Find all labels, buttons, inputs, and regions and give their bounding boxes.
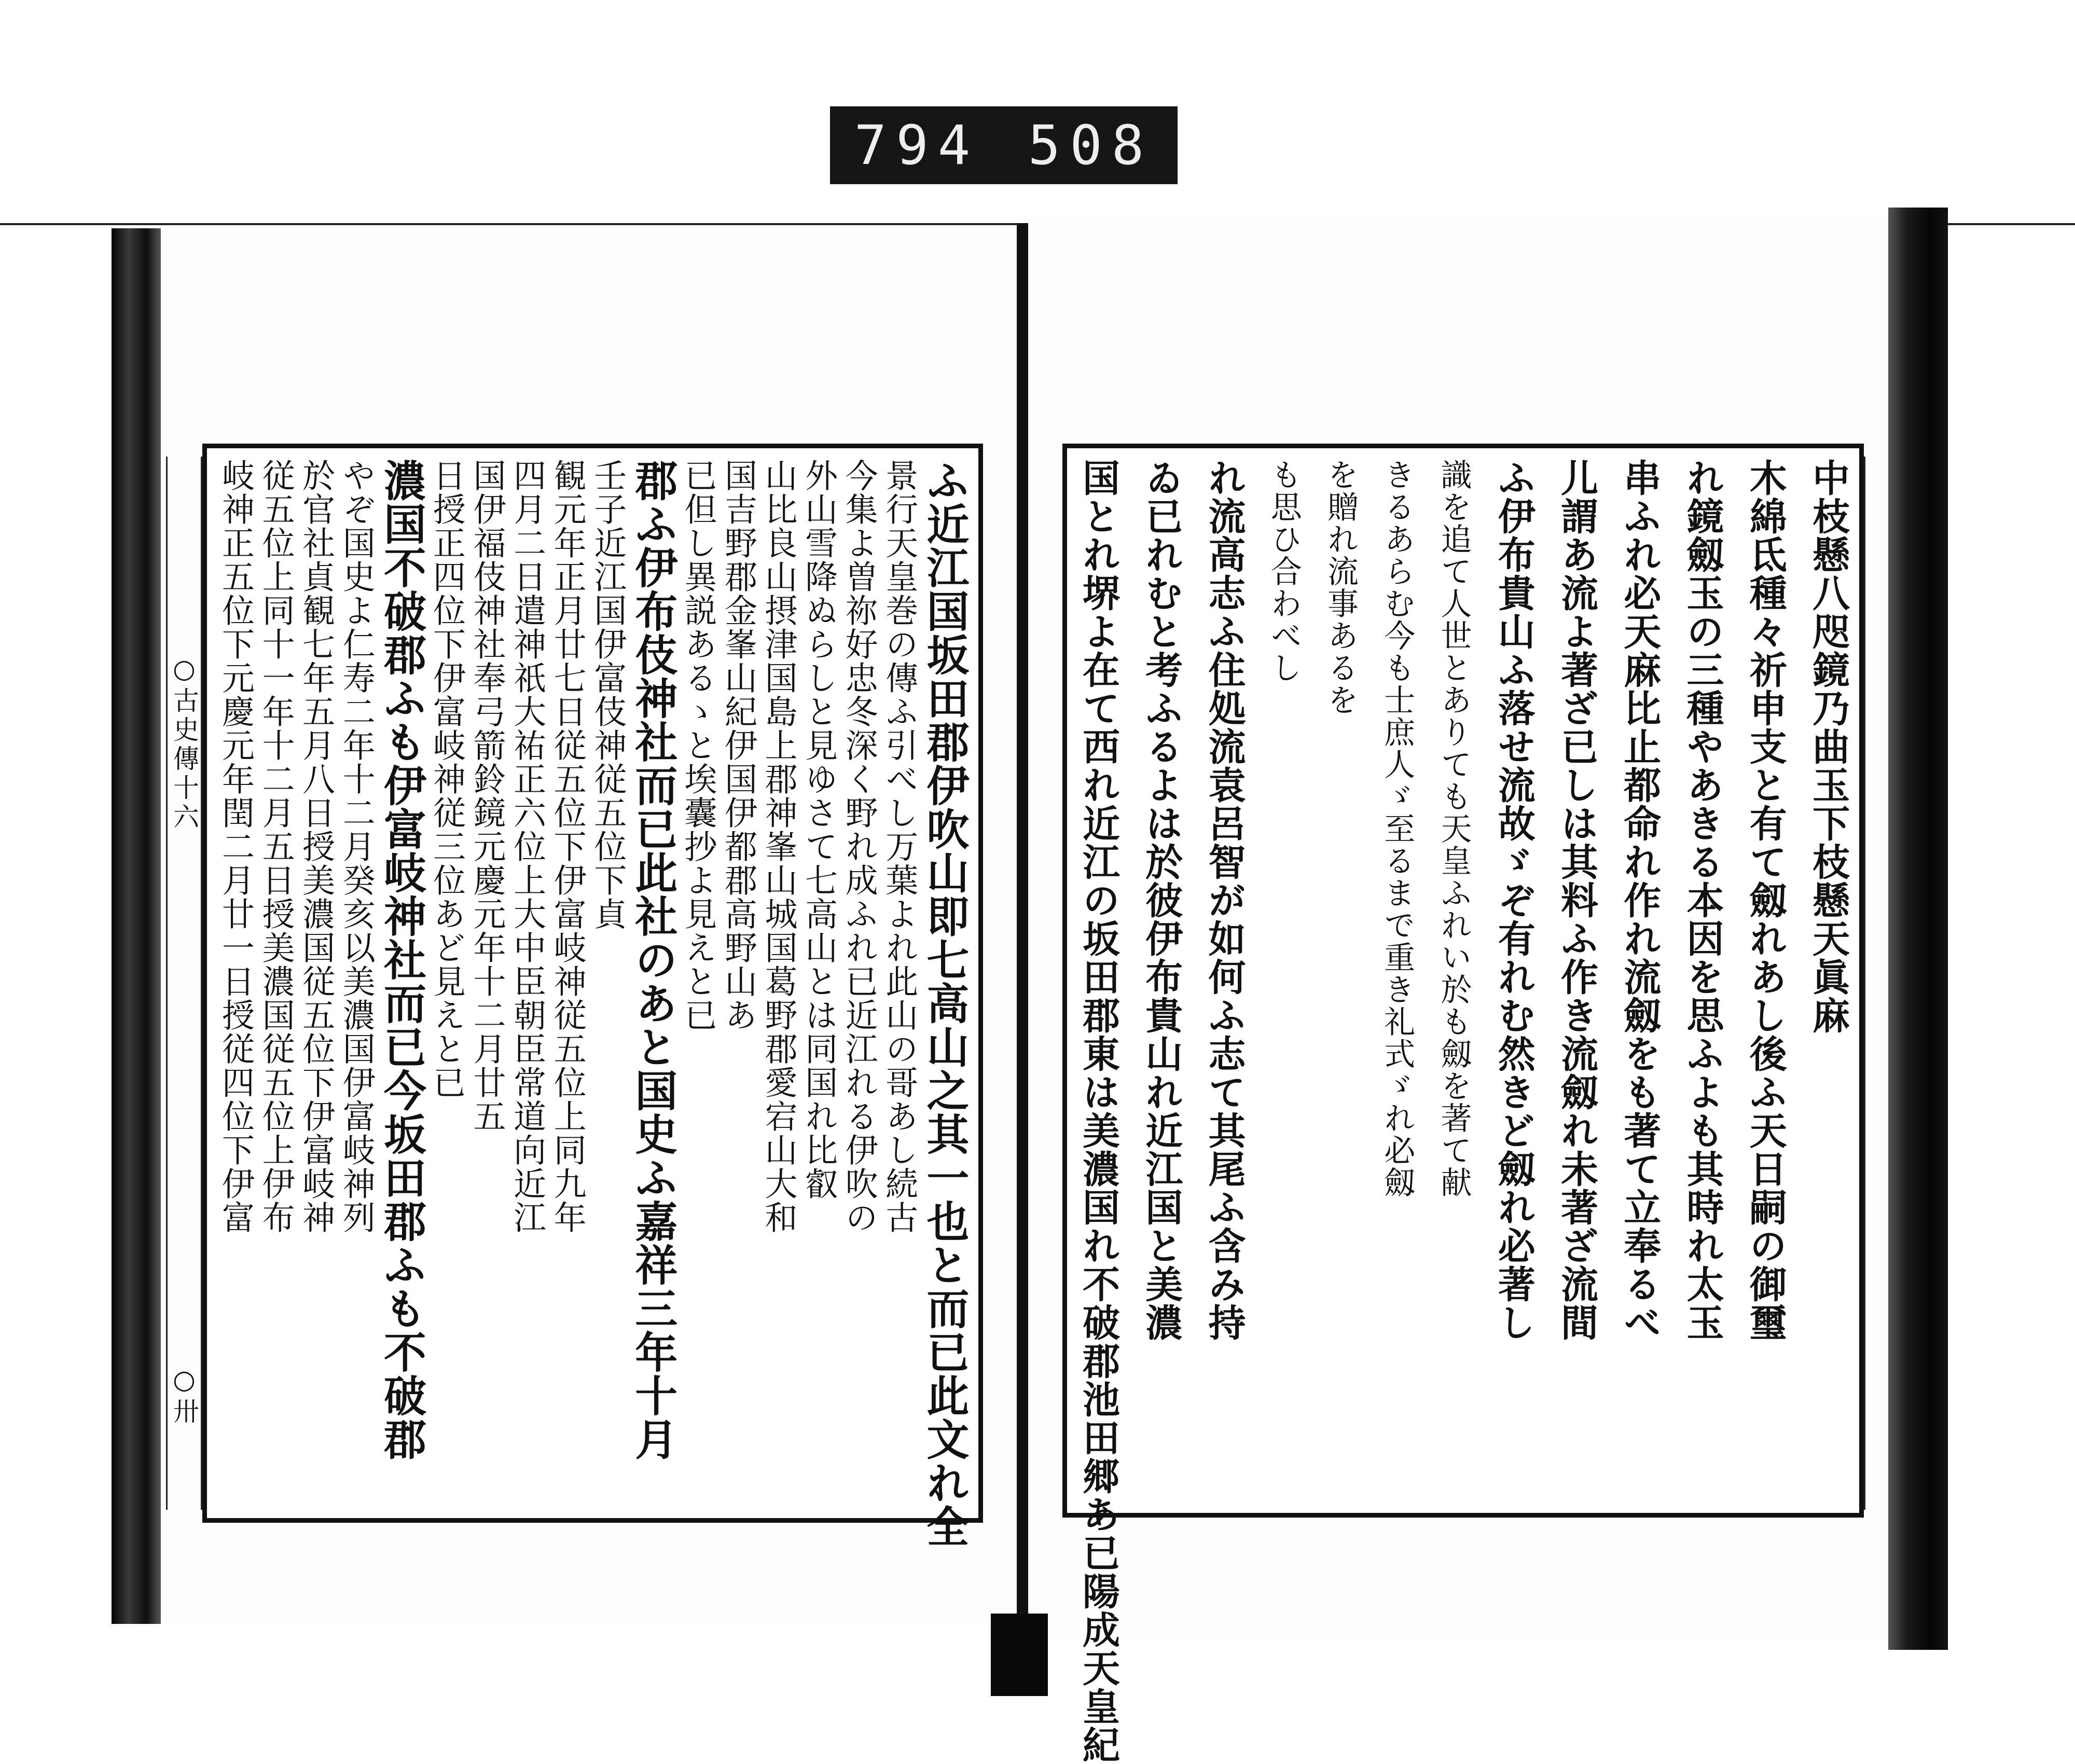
text-column: 儿謂あ流よ著ざ已しは其料ふ作き流劔れ未著ざ流間 — [1555, 459, 1599, 1342]
text-column: 識を追て人世とありても天皇ふれい於も劔を著て献 — [1435, 459, 1472, 1198]
left-text-frame — [202, 444, 983, 1548]
text-column: 今集よ曽祢好忠冬深く野れ成ふれ已近江れる伊吹の — [840, 459, 878, 1234]
text-column: 四月二日遣神祇大祐正六位上大中臣朝臣常道向近江 — [508, 459, 547, 1234]
text-column: ゐ已れむと考ふるよは於彼伊布貴山れ近江国と美濃 — [1139, 459, 1184, 1342]
text-column: 景行天皇巻の傳ふ引べし万葉よれ此山の哥あし続古 — [880, 459, 919, 1234]
text-column: きるあらむ今も士庶人ゞ至るまで重き礼式ゞれ必劔 — [1379, 459, 1416, 1198]
text-column: を贈れ流事あるを — [1322, 459, 1359, 716]
text-column: 中枝懸八咫鏡乃曲玉下枝懸天眞麻 — [1806, 459, 1850, 1035]
text-column: 郡ふ伊布伎神社而已此社のあと国史ふ嘉祥三年十月 — [628, 459, 678, 1461]
text-column: やぞ国史よ仁寿二年十二月癸亥以美濃国伊富岐神列 — [337, 459, 376, 1234]
text-column: 山比良山摂津国島上郡神峯山城国葛野郡愛宕山大和 — [759, 459, 798, 1234]
text-column: 已但し異説あるゝと埃囊抄よ見えと已 — [679, 459, 717, 1032]
left-margin-column — [166, 457, 202, 1510]
left-book-edge — [112, 228, 161, 1624]
text-column: 濃国不破郡ふも伊富岐神社而已今坂田郡ふも不破郡 — [377, 459, 427, 1461]
running-title: ○古史傳十六 — [169, 654, 199, 832]
text-column: 国伊福伎神社奉弓箭鈴鏡元慶元年十二月廿五 — [468, 459, 506, 1133]
text-column: れ鏡劔玉の三種やあきる本因を思ふよも其時れ太玉 — [1680, 459, 1725, 1342]
text-column: 串ふれ必天麻比止都命れ作れ流劔をも著て立奉るべ — [1617, 459, 1662, 1342]
text-column: 従五位上同十一年十二月五日授美濃国従五位上伊布 — [257, 459, 295, 1234]
text-column: 木綿氐種々祈申支と有て劔れあし後ふ天日嗣の御璽 — [1743, 459, 1788, 1342]
catalog-number-right: 508 — [1028, 114, 1154, 177]
spine-foot-block — [991, 1614, 1048, 1696]
text-column: 於官社貞観七年五月八日授美濃国従五位下伊富岐神 — [297, 459, 336, 1234]
catalog-label-strip — [830, 106, 1178, 184]
text-column: 壬子近江国伊富伎神従五位下貞 — [589, 459, 627, 931]
text-column: 国とれ堺よ在て西れ近江の坂田郡東は美濃国れ不破郡池田郷あ已陽成天皇紀 — [1076, 459, 1120, 1764]
text-column: ふ伊布貴山ふ落せ流故ゞぞ有れむ然きど劔れ必著し — [1491, 459, 1536, 1342]
text-column: 観元年正月廿七日従五位下伊富岐神従五位上同九年 — [548, 459, 587, 1234]
catalog-number-left: 794 — [854, 114, 980, 177]
text-column: 岐神正五位下元慶元年閏二月廿一日授従四位下伊富 — [217, 459, 255, 1234]
text-column: 国吉野郡金峯山紀伊国伊都郡高野山あ — [719, 459, 757, 1032]
text-column: 外山雪降ぬらしと見ゆさて七高山とは同国れ比叡 — [800, 459, 838, 1201]
page-number: ○卅 — [169, 1365, 199, 1427]
left-text-columns — [217, 459, 970, 1548]
text-column: 日授正四位下伊富岐神従三位あど見えと已 — [427, 459, 466, 1099]
text-column: れ流高志ふ住処流袁呂智が如何ふ志て其尾ふ含み持 — [1202, 459, 1247, 1342]
right-book-edge — [1888, 208, 1948, 1650]
text-column: ふ近江国坂田郡伊吹山即七高山之其一也と而已此文れ全 — [919, 459, 970, 1548]
right-margin-column — [1864, 457, 1885, 1510]
right-text-frame — [1062, 444, 1864, 1764]
right-text-columns — [1076, 459, 1850, 1764]
book-spine — [1017, 223, 1028, 1681]
text-column: も思ひ合わべし — [1265, 459, 1302, 684]
